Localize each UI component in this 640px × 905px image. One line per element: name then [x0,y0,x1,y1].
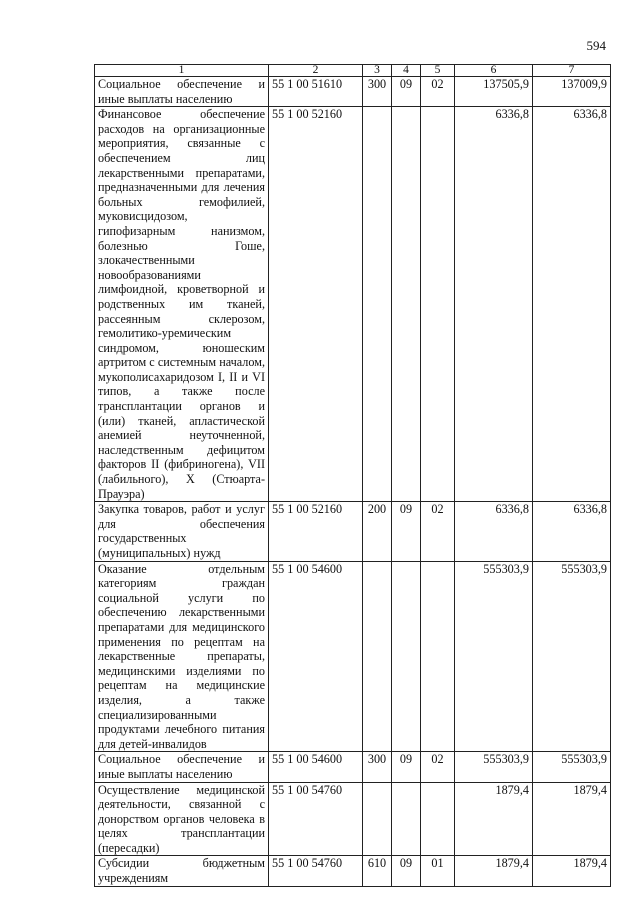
row-code: 55 1 00 52160 [269,502,363,561]
row-code: 55 1 00 54760 [269,782,363,856]
row-code: 55 1 00 54760 [269,856,363,886]
row-rz: 09 [392,502,421,561]
header-cell: 5 [421,65,455,77]
row-rz: 09 [392,856,421,886]
row-vr [363,561,392,752]
row-name: Финансовое обеспечение расходов на организационные мероприятия, связанные с обеспечением лиц лекарственными препаратами, предназначенными для лечения больных гемофилией, муковисцидозом, гипофизарным нанизмом, болезнью Гоше, злокачественными новообразованиями лимфоидной, кроветворной и родственных им тканей, рассеянным склерозом, гемолитико-уремическим синдромом, юношеским артритом с системным началом, мукополисахаридозом I, II и VI типов, а также после трансплантации органов и (или) тканей, апластической анемией неуточненной, наследственным дефицитом факторов II (фибриногена), VII (лабильного), X (Стюарта-Прауэра) [95,107,269,502]
row-sum-1: 6336,8 [455,107,533,502]
row-code: 55 1 00 52160 [269,107,363,502]
row-pr: 01 [421,856,455,886]
row-pr: 02 [421,752,455,782]
row-rz: 09 [392,77,421,107]
budget-table [94,64,611,887]
row-vr: 300 [363,77,392,107]
row-name: Социальное обеспечение и иные выплаты населению [95,752,269,782]
row-code: 55 1 00 54600 [269,561,363,752]
row-sum-2: 1879,4 [533,782,611,856]
table-row [95,77,611,107]
row-code: 55 1 00 54600 [269,752,363,782]
table-row [95,752,611,782]
row-name: Осуществление медицинской деятельности, связанной с донорством органов человека в целях трансплантации (пересадки) [95,782,269,856]
row-rz [392,561,421,752]
row-pr [421,561,455,752]
row-sum-2: 6336,8 [533,502,611,561]
row-sum-2: 1879,4 [533,856,611,886]
row-pr [421,782,455,856]
row-sum-1: 1879,4 [455,856,533,886]
row-vr [363,782,392,856]
table-row [95,107,611,502]
header-cell: 3 [363,65,392,77]
row-name: Оказание отдельным категориям граждан социальной услуги по обеспечению лекарственными препаратами для медицинского применения по рецептам на лекарственные препараты, медицинскими изделиями по рецептам на медицинские изделия, а также специализированными продуктами лечебного питания для детей-инвалидов [95,561,269,752]
row-name: Социальное обеспечение и иные выплаты населению [95,77,269,107]
row-vr: 200 [363,502,392,561]
header-cell: 7 [533,65,611,77]
row-code: 55 1 00 51610 [269,77,363,107]
row-sum-1: 137505,9 [455,77,533,107]
row-sum-1: 555303,9 [455,752,533,782]
row-rz [392,107,421,502]
table-row [95,561,611,752]
row-pr: 02 [421,502,455,561]
row-sum-1: 6336,8 [455,502,533,561]
header-cell: 6 [455,65,533,77]
row-pr [421,107,455,502]
header-cell: 4 [392,65,421,77]
header-cell: 1 [95,65,269,77]
row-name: Субсидии бюджетным учреждениям [95,856,269,886]
row-sum-1: 555303,9 [455,561,533,752]
header-cell: 2 [269,65,363,77]
row-rz: 09 [392,752,421,782]
row-sum-2: 137009,9 [533,77,611,107]
row-pr: 02 [421,77,455,107]
row-vr: 300 [363,752,392,782]
row-sum-1: 1879,4 [455,782,533,856]
table-row [95,782,611,856]
header-row [95,65,611,77]
row-vr [363,107,392,502]
table-row [95,856,611,886]
row-sum-2: 555303,9 [533,561,611,752]
row-rz [392,782,421,856]
table-row [95,502,611,561]
row-vr: 610 [363,856,392,886]
row-sum-2: 6336,8 [533,107,611,502]
row-sum-2: 555303,9 [533,752,611,782]
page-number: 594 [586,38,606,53]
row-name: Закупка товаров, работ и услуг для обеспечения государственных (муниципальных) нужд [95,502,269,561]
